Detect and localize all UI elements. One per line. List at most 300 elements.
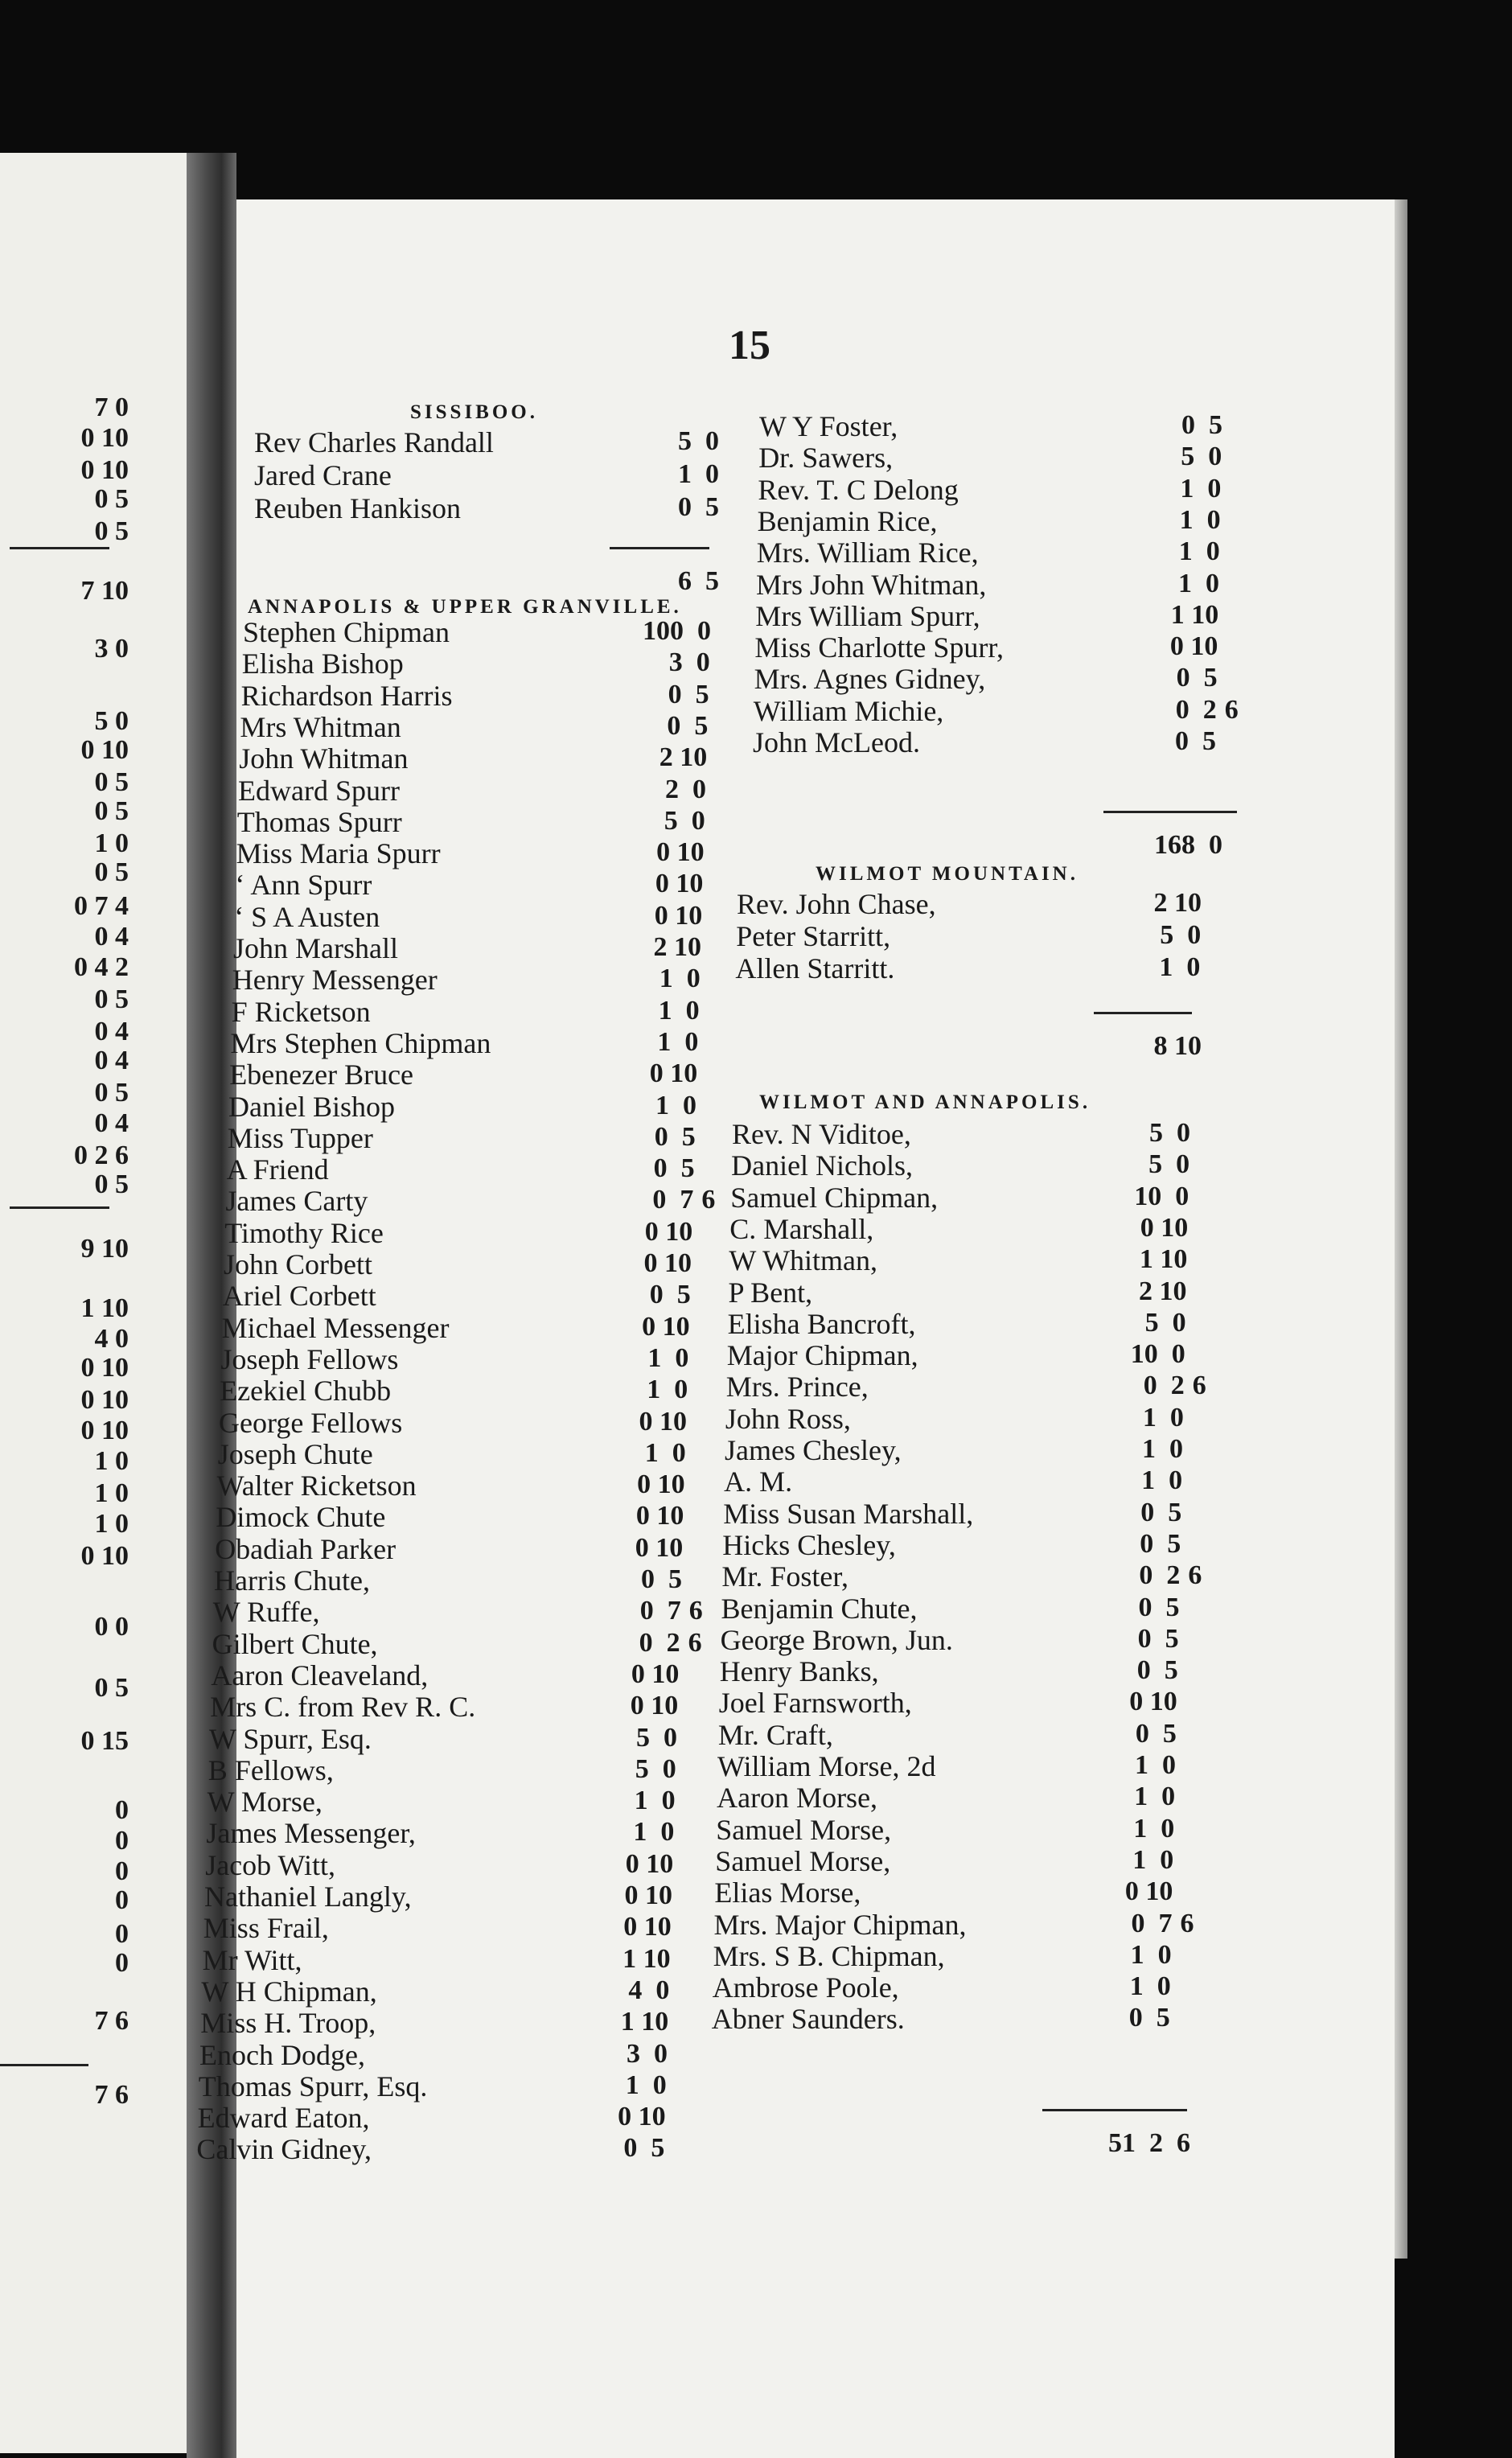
left-amount: 0 4 <box>94 1046 129 1075</box>
subscriber-name: Elisha Bishop <box>241 647 404 680</box>
subscriber-name: John Marshall <box>233 932 398 964</box>
subscriber-row <box>239 744 707 776</box>
subscriber-row <box>232 965 701 997</box>
subscriber-row <box>727 1341 1185 1373</box>
subscription-amount: 1 10 <box>620 2007 669 2037</box>
subscription-amount: 1 0 <box>657 1026 699 1057</box>
subscriber-row <box>753 694 1239 729</box>
subscriber-row <box>729 1246 1187 1278</box>
left-amount: 5 0 <box>94 706 129 736</box>
subscriber-row <box>756 570 1219 602</box>
subscriber-name: Rev. N Viditoe, <box>732 1118 911 1150</box>
subscriber-row <box>220 1342 689 1377</box>
section-heading: ANNAPOLIS & UPPER GRANVILLE. <box>248 596 682 618</box>
total-rule <box>1042 2109 1187 2111</box>
subscriber-name: Miss Susan Marshall, <box>723 1497 974 1530</box>
subscriber-name: Richardson Harris <box>240 679 453 712</box>
subscription-amount: 0 10 <box>631 1659 680 1689</box>
subscriber-name: Nathaniel Langly, <box>204 1880 412 1913</box>
subscriber-name: A Friend <box>226 1153 329 1186</box>
subscriber-name: W Y Foster, <box>759 410 898 442</box>
subscription-amount: 0 10 <box>642 1311 690 1342</box>
subscription-amount: 0 10 <box>618 2102 666 2132</box>
subscriber-name: Michael Messenger <box>221 1311 450 1344</box>
subscriber-row <box>240 710 709 745</box>
subscriber-name: Samuel Morse, <box>716 1813 892 1846</box>
subscriber-row <box>735 954 1200 986</box>
subscription-amount: 0 5 <box>1137 1623 1179 1654</box>
subscriber-row <box>754 633 1218 665</box>
subscription-amount: 3 0 <box>668 647 710 678</box>
subscription-amount: 1 0 <box>1178 536 1220 567</box>
subscriber-row <box>254 428 719 460</box>
subscription-amount: 1 0 <box>1134 1782 1176 1812</box>
subscriber-name: Aaron Morse, <box>717 1782 878 1815</box>
subscriber-name: Daniel Nichols, <box>731 1149 914 1182</box>
subscriber-name: John McLeod. <box>753 726 920 758</box>
subscriber-name: Mrs C. from Rev R. C. <box>210 1691 476 1724</box>
subscriber-name: Mrs. S B. Chipman, <box>713 1939 945 1972</box>
subscription-amount: 1 0 <box>1142 1434 1183 1464</box>
subscriber-name: Jacob Witt, <box>205 1848 336 1881</box>
left-amount: 1 0 <box>94 1478 129 1508</box>
subscriber-name: Joseph Fellows <box>220 1342 399 1375</box>
subscription-amount: 1 0 <box>625 2070 667 2100</box>
subscriber-name: Samuel Morse, <box>715 1844 891 1877</box>
subscription-amount: 1 0 <box>1179 504 1221 535</box>
subscription-amount: 1 0 <box>1135 1750 1176 1780</box>
subscription-amount: 1 0 <box>658 995 700 1026</box>
subscription-amount: 0 10 <box>643 1248 692 1278</box>
left-amount: 0 0 <box>94 1612 129 1642</box>
subscriber-name: Major Chipman, <box>726 1339 918 1372</box>
subscriber-name: William Morse, 2d <box>717 1750 936 1782</box>
left-amount: 0 15 <box>80 1726 129 1756</box>
subscriber-name: Obadiah Parker <box>215 1532 396 1565</box>
subscriber-row <box>200 2008 668 2041</box>
subscription-amount: 0 2 <box>639 1627 680 1658</box>
subscriber-name: Mr. Foster, <box>721 1560 848 1593</box>
left-amount: 4 0 <box>94 1324 129 1354</box>
subscription-amount: 0 10 <box>635 1501 684 1531</box>
subscriber-row <box>243 618 711 650</box>
subscription-amount: 0 10 <box>654 900 703 931</box>
left-amount: 0 10 <box>80 1416 129 1445</box>
subscriber-name: John Ross, <box>725 1402 851 1435</box>
subscriber-name: Abner Saunders. <box>711 2003 905 2036</box>
left-amount: 0 7 4 <box>74 891 129 921</box>
subscriber-row <box>242 649 710 681</box>
subscription-amount: 0 10 <box>1124 1876 1173 1907</box>
subscriber-name: Edward Spurr <box>238 774 400 807</box>
page-edge-shadow <box>1395 199 1407 2259</box>
subscription-amount: 1 0 <box>655 1090 696 1120</box>
subscription-amount: 100 0 <box>643 616 711 646</box>
subscription-amount: 0 10 <box>644 1216 693 1247</box>
subscriber-name: P Bent, <box>728 1276 813 1309</box>
subscription-pence: 6 <box>688 1596 703 1626</box>
subscription-amount: 5 0 <box>1144 1307 1186 1338</box>
subscriber-row <box>209 1724 677 1757</box>
subscriber-name: Ebenezer Bruce <box>229 1058 414 1091</box>
subscription-pence: 6 <box>1188 1560 1202 1591</box>
subscription-amount: 0 5 <box>1140 1497 1182 1527</box>
subscription-amount: 5 0 <box>1181 442 1222 472</box>
subscriber-name: William Michie, <box>753 694 944 727</box>
left-amount: 7 10 <box>80 576 129 606</box>
subscriber-row <box>725 1404 1184 1437</box>
subscription-amount: 5 0 <box>1149 1118 1190 1148</box>
subscriber-name: Mrs. Agnes Gidney, <box>754 663 986 696</box>
subscriber-name: Samuel Chipman, <box>730 1181 939 1214</box>
subscriber-name: Joseph Chute <box>217 1437 373 1470</box>
subscriber-row <box>198 2103 666 2135</box>
subscriber-name: B Fellows, <box>207 1753 334 1786</box>
subscriber-name: Harris Chute, <box>214 1564 370 1597</box>
subscription-amount: 1 0 <box>1129 1971 1171 2002</box>
subscriber-row <box>725 1371 1206 1404</box>
subscriber-name: W Whitman, <box>729 1244 878 1277</box>
subscription-amount: 5 0 <box>635 1753 676 1784</box>
subscriber-name: Miss Frail, <box>203 1912 329 1945</box>
left-amount: 0 5 <box>94 516 129 546</box>
subscriber-row <box>729 1278 1187 1310</box>
subscription-amount: 0 10 <box>1169 631 1218 662</box>
subscriber-name: C. Marshall, <box>729 1212 874 1245</box>
subscriber-row <box>736 922 1201 954</box>
subscription-amount: 1 0 <box>1142 1402 1184 1432</box>
subscription-amount: 0 5 <box>1176 663 1218 693</box>
subscription-amount: 2 0 <box>665 774 706 804</box>
subscriber-name: Reuben Hankison <box>254 492 461 524</box>
left-amount: 7 6 <box>94 2006 129 2036</box>
subscriber-name: Mr Witt, <box>202 1943 302 1976</box>
subscriber-row <box>732 1120 1190 1152</box>
left-amount: 0 <box>115 1795 129 1825</box>
subscriber-name: James Carty <box>225 1185 368 1218</box>
subscription-amount: 1 0 <box>634 1786 676 1816</box>
subscriber-row <box>236 805 705 840</box>
left-amount: 0 5 <box>94 484 129 514</box>
left-amount: 0 10 <box>80 1385 129 1415</box>
subscriber-name: Ariel Corbett <box>222 1280 376 1313</box>
subscription-amount: 2 10 <box>1153 888 1202 918</box>
subscriber-row <box>227 1155 695 1187</box>
section-total: 8 10 <box>1153 1031 1202 1061</box>
subscriber-row <box>254 494 719 526</box>
total-rule <box>1094 1012 1192 1014</box>
subscriber-row <box>219 1408 687 1441</box>
subscriber-name: Mr. Craft, <box>717 1718 833 1751</box>
left-amount: 0 5 <box>94 796 129 826</box>
subscriber-row <box>207 1787 676 1819</box>
subscriber-row <box>203 1913 672 1946</box>
left-amount: 0 2 6 <box>74 1141 129 1170</box>
subscriber-row <box>233 934 701 966</box>
subscription-amount: 0 10 <box>655 869 704 899</box>
subscriber-name: Edward Eaton, <box>197 2102 370 2135</box>
subscriber-row <box>222 1313 690 1346</box>
subscription-amount: 1 0 <box>647 1375 688 1405</box>
subscriber-row <box>728 1309 1186 1342</box>
subscriber-name: Daniel Bishop <box>228 1090 395 1123</box>
subscription-amount: 1 0 <box>1180 473 1222 504</box>
left-amount: 0 5 <box>94 857 129 887</box>
subscriber-row <box>717 1783 1175 1815</box>
subscriber-row <box>236 839 705 871</box>
left-amount: 0 <box>115 1885 129 1915</box>
subscription-amount: 0 5 <box>1136 1655 1178 1686</box>
subscriber-row <box>232 997 700 1030</box>
subscriber-name: Timothy Rice <box>224 1216 384 1249</box>
subscriber-row <box>217 1437 686 1472</box>
subscription-amount: 1 0 <box>633 1817 675 1848</box>
subscriber-name: Allen Starritt. <box>735 952 895 984</box>
subscriber-row <box>224 1250 692 1282</box>
subscriber-name: Miss Maria Spurr <box>236 837 441 870</box>
subscriber-name: Ambrose Poole, <box>712 1971 899 2004</box>
subscriber-row <box>724 1467 1182 1499</box>
subscription-amount: 0 5 <box>623 2133 665 2164</box>
subscriber-name: Rev Charles Randall <box>254 426 494 458</box>
subscriber-row <box>206 1819 674 1851</box>
subscription-amount: 1 10 <box>1170 599 1219 630</box>
subscription-amount: 10 0 <box>1130 1339 1185 1370</box>
left-amount: 0 5 <box>94 1673 129 1703</box>
left-amount: 0 <box>115 1826 129 1856</box>
subscriber-row <box>723 1499 1181 1531</box>
subscriber-row <box>757 504 1221 539</box>
subscription-amount: 0 10 <box>630 1691 679 1721</box>
subscriber-row <box>717 1752 1176 1784</box>
subscriber-name: Jared Crane <box>254 459 392 491</box>
left-amount: 0 10 <box>80 455 129 485</box>
subscription-amount: 0 5 <box>667 710 709 741</box>
subscription-amount: 4 0 <box>628 1975 670 2005</box>
subscriber-name: Peter Starritt, <box>736 920 891 952</box>
subscription-amount: 0 5 <box>1140 1528 1181 1559</box>
subscriber-name: Mrs John Whitman, <box>756 568 987 601</box>
subscription-amount: 1 0 <box>1159 952 1201 982</box>
subscriber-name: W Ruffe, <box>212 1596 320 1629</box>
left-amount: 0 10 <box>80 1541 129 1571</box>
subscription-amount: 1 0 <box>644 1437 686 1468</box>
subscriber-row <box>241 681 709 713</box>
left-amount: 1 0 <box>94 1446 129 1476</box>
subscriber-row <box>720 1623 1179 1658</box>
subscriber-name: Thomas Spurr <box>236 805 402 838</box>
subscriber-row <box>238 776 706 808</box>
total-rule <box>1103 811 1237 813</box>
subscriber-name: ‘ Ann Spurr <box>235 869 372 902</box>
subscription-amount: 0 5 <box>678 492 719 522</box>
subscriber-row <box>215 1532 684 1567</box>
subscriber-row <box>227 1121 696 1156</box>
subscriber-row <box>729 1212 1189 1247</box>
subscription-amount: 1 10 <box>1139 1244 1188 1275</box>
subscriber-name: George Fellows <box>219 1406 403 1439</box>
left-amount: 0 5 <box>94 767 129 797</box>
subscriber-name: Mrs William Spurr, <box>755 599 980 632</box>
subscription-amount: 1 0 <box>1133 1813 1175 1844</box>
subscription-amount: 0 5 <box>649 1280 691 1310</box>
subscriber-row <box>755 599 1219 634</box>
subscription-amount: 0 2 <box>1175 694 1217 725</box>
subscription-amount: 1 10 <box>622 1943 671 1974</box>
subscription-amount: 1 0 <box>1132 1844 1174 1875</box>
subscriber-row <box>229 1060 697 1092</box>
subscriber-name: Walter Ricketson <box>216 1469 417 1502</box>
subscriber-name: W H Chipman, <box>201 1975 377 2008</box>
subscriber-name: Aaron Cleaveland, <box>211 1659 429 1691</box>
subscriber-row <box>199 2038 668 2073</box>
subscription-amount: 1 0 <box>678 459 719 489</box>
subscriber-name: Miss Charlotte Spurr, <box>754 631 1004 664</box>
subscription-amount: 0 5 <box>1128 2003 1170 2033</box>
subscriber-row <box>234 902 702 935</box>
left-amount: 0 4 <box>94 922 129 952</box>
left-amount: 0 5 <box>94 1169 129 1199</box>
subscription-amount: 0 10 <box>639 1406 687 1437</box>
left-amount: 7 6 <box>94 2080 129 2110</box>
subscriber-row <box>716 1815 1174 1848</box>
subscription-pence: 6 <box>688 1627 702 1658</box>
subscriber-name: James Messenger, <box>206 1817 416 1850</box>
left-amount: 0 <box>115 1948 129 1978</box>
left-total-rule <box>10 1206 109 1209</box>
left-amount: 0 10 <box>80 735 129 765</box>
subscriber-name: Henry Banks, <box>719 1655 879 1688</box>
subscriber-name: Benjamin Chute, <box>721 1592 918 1625</box>
left-amount: 0 <box>115 1856 129 1886</box>
subscription-pence: 6 <box>1224 694 1239 725</box>
subscriber-name: Rev. T. C Delong <box>758 473 959 506</box>
left-amount: 0 5 <box>94 1078 129 1108</box>
subscriber-row <box>737 890 1202 922</box>
subscriber-row <box>223 1281 691 1313</box>
subscriber-row <box>719 1688 1177 1720</box>
subscriber-row <box>714 1878 1173 1910</box>
subscriber-row <box>210 1692 678 1724</box>
subscription-amount: 0 10 <box>625 1848 674 1879</box>
subscriber-name: John Corbett <box>224 1248 372 1280</box>
subscriber-row <box>721 1560 1202 1594</box>
subscriber-row <box>730 1183 1189 1215</box>
subscriber-row <box>212 1596 703 1630</box>
subscription-amount: 5 0 <box>1148 1149 1190 1180</box>
left-amount: 0 <box>115 1919 129 1949</box>
subscriber-row <box>712 2004 1170 2037</box>
subscriber-name: George Brown, Jun. <box>720 1623 953 1656</box>
subscriber-row <box>722 1528 1181 1563</box>
subscriber-row <box>725 1436 1183 1468</box>
subscriber-name: Mrs. Major Chipman, <box>713 1908 967 1941</box>
subscriber-row <box>713 1908 1194 1942</box>
left-amount: 0 10 <box>80 423 129 453</box>
subscriber-name: Mrs Whitman <box>240 710 401 743</box>
subscription-amount: 0 2 <box>1143 1371 1185 1401</box>
left-amount: 3 0 <box>94 634 129 664</box>
subscription-amount: 2 10 <box>659 742 708 773</box>
subscription-amount: 1 0 <box>1178 568 1219 598</box>
subscription-amount: 0 10 <box>656 837 705 868</box>
subscriber-name: Miss H. Troop, <box>200 2007 376 2040</box>
subscriber-row <box>216 1502 684 1535</box>
subscriber-row <box>201 1977 669 2009</box>
subscription-amount: 0 5 <box>654 1121 696 1152</box>
subscription-amount: 5 0 <box>678 426 719 456</box>
subscriber-row <box>204 1882 672 1914</box>
subscriber-row <box>217 1471 685 1503</box>
left-amount: 0 4 <box>94 1108 129 1138</box>
subscriber-name: F Ricketson <box>231 995 371 1028</box>
subscriber-name: Dimock Chute <box>216 1501 386 1534</box>
subscriber-row <box>758 475 1221 508</box>
subscriber-row <box>720 1657 1178 1689</box>
subscriber-row <box>235 870 703 902</box>
subscription-amount: 2 10 <box>1139 1276 1187 1306</box>
subscriber-row <box>713 1939 1172 1974</box>
subscription-amount: 0 5 <box>1138 1592 1180 1622</box>
subscription-amount: 0 7 <box>639 1596 681 1626</box>
subscriber-row <box>205 1848 674 1883</box>
subscription-amount: 0 5 <box>641 1564 682 1594</box>
subscription-amount: 1 0 <box>1130 1939 1172 1970</box>
subscription-amount: 5 0 <box>636 1722 677 1753</box>
subscriber-row <box>753 728 1216 760</box>
left-amount: 7 0 <box>94 393 129 422</box>
page-number: 15 <box>729 323 770 368</box>
subscriber-row <box>757 538 1220 570</box>
subscription-amount: 10 0 <box>1134 1181 1189 1211</box>
subscription-amount: 0 10 <box>623 1912 672 1942</box>
subscriber-name: Miss Tupper <box>227 1121 373 1154</box>
left-amount: 0 4 2 <box>74 952 129 982</box>
subscription-pence: 6 <box>1192 1371 1206 1401</box>
total-rule <box>610 547 709 549</box>
subscriber-row <box>225 1185 716 1219</box>
left-amount: 1 10 <box>80 1293 129 1323</box>
subscription-pence: 6 <box>1180 1908 1194 1938</box>
subscription-amount: 3 0 <box>627 2038 668 2069</box>
subscriber-row <box>254 461 719 493</box>
subscription-amount: 1 0 <box>659 964 701 994</box>
subscription-pence: 6 <box>701 1185 716 1215</box>
subscriber-name: Enoch Dodge, <box>199 2038 365 2071</box>
subscriber-name: Dr. Sawers, <box>758 442 894 475</box>
subscriber-row <box>220 1376 688 1408</box>
subscriber-row <box>202 1943 671 1978</box>
subscription-amount: 0 5 <box>1135 1718 1177 1749</box>
subscriber-row <box>211 1661 679 1693</box>
subscriber-row <box>228 1092 696 1124</box>
subscriber-row <box>207 1753 676 1788</box>
section-total: 168 0 <box>1154 830 1222 860</box>
subscriber-name: John Whitman <box>239 742 409 775</box>
subscription-amount: 0 10 <box>1140 1212 1189 1243</box>
subscriber-row <box>715 1844 1174 1879</box>
left-amount: 9 10 <box>80 1234 129 1264</box>
subscriber-name: Joel Farnsworth, <box>718 1687 912 1720</box>
left-total-rule <box>10 547 109 549</box>
subscriber-row <box>731 1151 1189 1183</box>
subscriber-row <box>230 1026 699 1061</box>
subscriber-row <box>199 2072 667 2104</box>
subscriber-row <box>214 1566 682 1598</box>
subscriber-row <box>718 1720 1177 1753</box>
subscription-amount: 0 10 <box>635 1532 684 1563</box>
subscriber-row <box>758 443 1222 475</box>
